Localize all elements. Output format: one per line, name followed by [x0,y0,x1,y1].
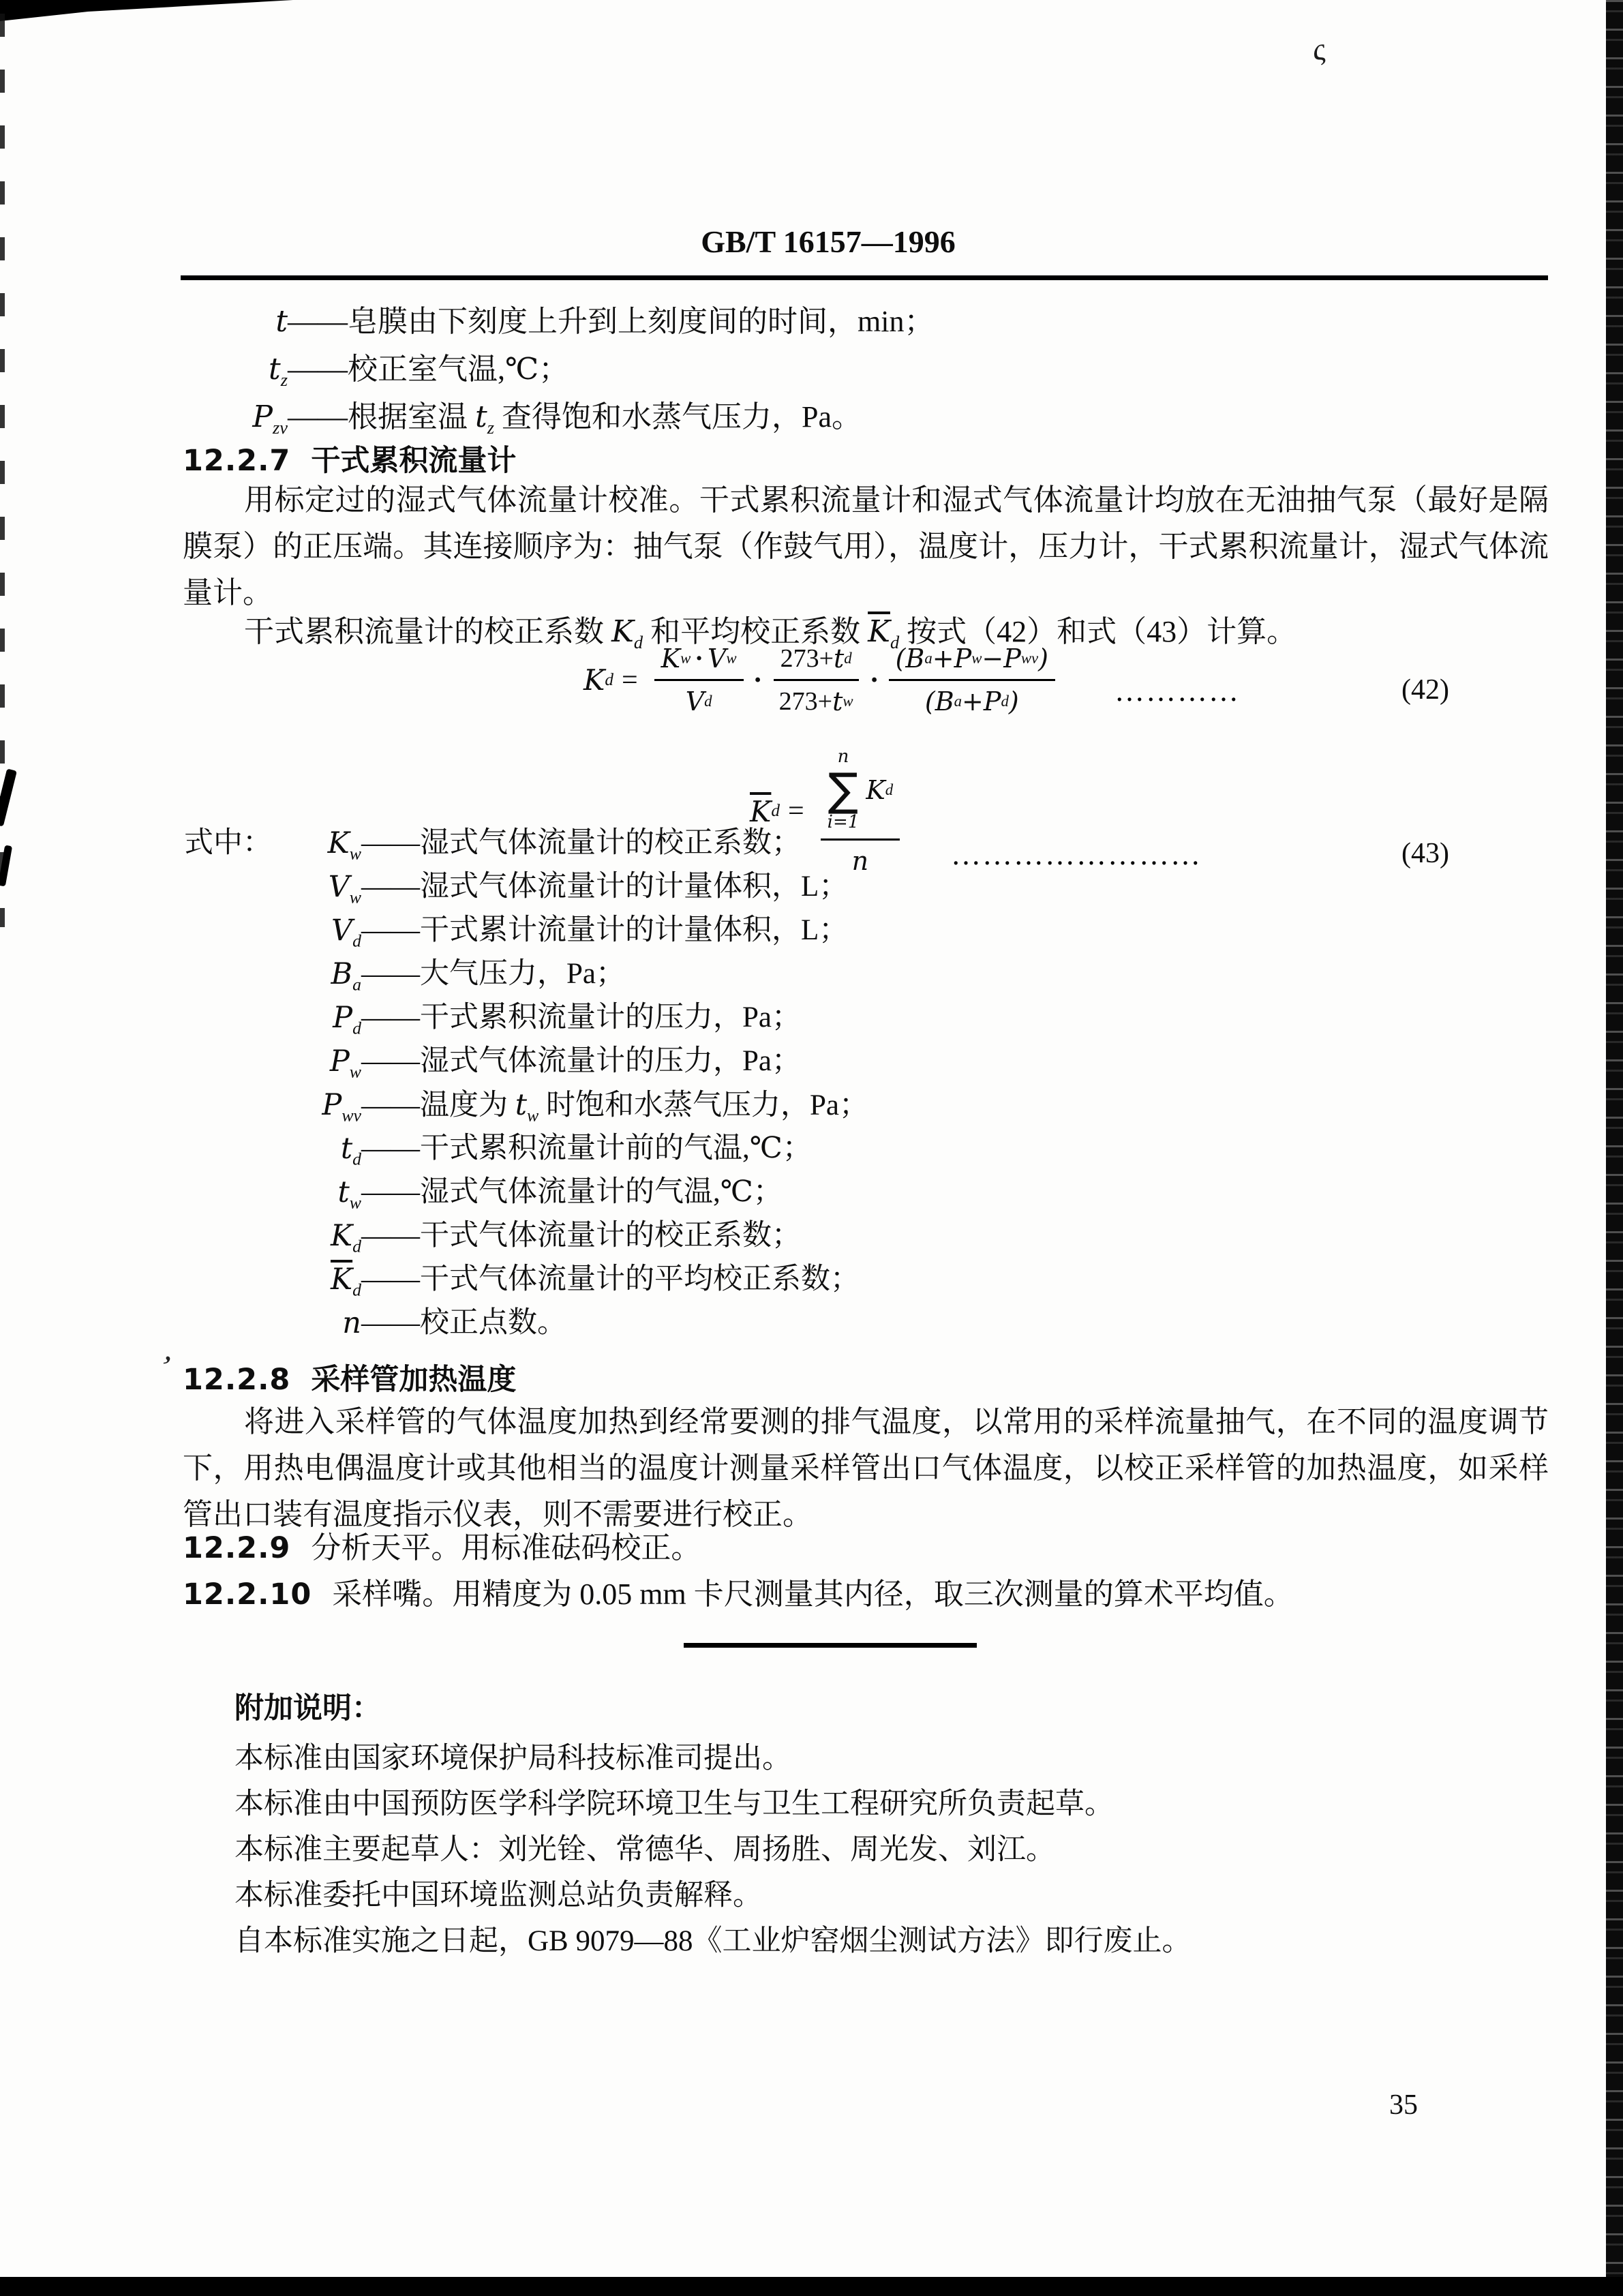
equation-42: K d = K w · V w V d · 273+ t d 273+ t w · (B a +P w −P wv ) (B a +P d ) [583,642,1063,718]
scan-artifact-right-strip [1606,0,1623,2296]
definition-text: ——根据室温 $t_z$ 查得饱和水蒸气压力，Pa。 [288,399,862,438]
section-heading-12-2-7 [183,438,516,479]
variable-symbol: $t_z$ [269,352,288,390]
fraction: 273+ t d 273+ t w [772,642,860,718]
variable-symbol: $P_{wv}$ [322,1088,361,1126]
section-number: 12.2.10 [183,1577,312,1612]
variable-symbol: $P_w$ [329,1044,361,1082]
note-line: 本标准由国家环境保护局科技标准司提出。 [234,1742,791,1774]
scan-artifact-curl: ς [1308,31,1329,68]
standard-code-header: GB/T 16157—1996 [701,224,956,259]
definition-text: ——湿式气体流量计的校正系数； [361,827,801,859]
fraction: (B a +P w −P wv ) (B a +P d ) [889,642,1055,718]
equation-number-42: (42) [1401,674,1449,706]
section-text: 分析天平。用标准砝码校正。 [311,1531,701,1565]
definition-item [184,1263,868,1300]
definition-item [184,913,868,951]
scan-artifact-top-wedge [0,0,293,21]
additional-notes [234,1685,1191,1970]
definition-item [184,1306,868,1341]
section-heading-12-2-8 [183,1357,516,1398]
variable-symbol: $P_d$ [333,1001,361,1038]
definition-item [184,1219,868,1254]
summation-symbol: n ∑ i=1 [827,746,860,832]
definition-text: ——校正室气温,℃； [288,352,569,386]
paragraph-12-2-8: 将进入采样管的气体温度加热到经常要测的排气温度，以常用的采样流量抽气，在不同的温度调节下，用热电偶温度计或其他相当的温度计测量采样管出口气体温度，以校正采样管的加热温度，如采样管出口装有温度指示仪表，则不需要进行校正。 [183,1405,1549,1531]
variable-symbol: $t_d$ [340,1132,361,1169]
variable-definitions-top [184,304,934,447]
section-line-12-2-9 [183,1523,701,1567]
definition-item [184,1044,868,1082]
definition-text: ——湿式气体流量计的计量体积，L； [361,871,849,903]
equation-number-43: (43) [1401,838,1449,869]
variable-symbol: $V_w$ [328,870,361,907]
note-line: 自本标准实施之日起，GB 9079—88《工业炉窑烟尘测试方法》即行废止。 [234,1925,1192,1957]
definition-text: ——温度为 $t_w$ 时饱和水蒸气压力，Pa； [361,1088,868,1126]
definition-item [184,1088,868,1126]
paragraph-12-2-7: 用标定过的湿式气体流量计校准。干式累积流量计和湿式气体流量计均放在无油抽气泵（最好是隔膜泵）的正压端。其连接顺序为：抽气泵（作鼓气用），温度计，压力计，干式累积流量计，湿式气体流量计。 [183,483,1549,609]
header-rule [181,275,1548,280]
definition-item [184,304,934,339]
definition-item [184,1001,868,1036]
equation-dots: ………… [1114,674,1240,708]
definition-text: ——干式气体流量计的校正系数； [361,1220,801,1252]
definition-text: ——干式气体流量计的平均校正系数； [361,1263,860,1295]
definition-text: ——干式累积流量计前的气温,℃； [361,1132,812,1164]
page-number: 35 [1389,2089,1418,2121]
definition-text: ——湿式气体流量计的气温,℃； [361,1176,783,1208]
section-number: 12.2.9 [183,1531,291,1565]
scan-artifact-stray-mark: ’ [154,1348,176,1387]
fraction: K w · V w V d [654,642,744,718]
definition-text: ——干式累积流量计的压力，Pa； [361,1001,801,1033]
where-label: 式中： [184,827,272,859]
definition-item [184,1175,868,1213]
section-line-12-2-10 [183,1569,1294,1613]
definition-text: ——大气压力，Pa； [361,958,625,990]
section-text: 采样嘴。用精度为 0.05 mm 卡尺测量其内径，取三次测量的算术平均值。 [332,1577,1294,1611]
definition-text: ——湿式气体流量计的压力，Pa； [361,1045,801,1077]
definition-item [184,826,868,864]
variable-symbol: $\overline{K}_d$ [330,1263,361,1300]
note-line: 本标准委托中国环境监测总站负责解释。 [234,1879,762,1912]
variable-symbol: $P_{zv}$ [252,399,288,438]
section-title: 干式累积流量计 [311,444,517,478]
variable-symbol: $K_d$ [330,1219,361,1256]
equation-dots: …………………… [951,838,1202,871]
variable-symbol: n [342,1306,361,1340]
definition-item [184,1132,868,1169]
variable-symbol: t [275,304,288,339]
definition-item [184,957,868,995]
section-number: 12.2.8 [183,1363,291,1397]
definition-text: ——干式累计流量计的计量体积，L； [361,914,849,946]
scan-artifact-bottom-bar [0,2277,1623,2296]
equation-43: $\overline{K}$ d = n ∑ i=1 K d n [750,746,908,877]
note-line: 本标准由中国预防医学科学院环境卫生与卫生工程研究所负责起草。 [234,1788,1114,1820]
variable-symbol: $B_a$ [331,957,361,995]
definition-item [184,352,934,390]
section-number: 12.2.7 [183,444,291,478]
notes-divider-rule [684,1643,977,1648]
fraction: n ∑ i=1 K d n [821,746,900,877]
variable-symbol: $K_w$ [327,826,361,864]
variable-symbol: $t_w$ [337,1175,361,1213]
definition-text: ——皂膜由下刻度上升到上刻度间的时间，min； [288,305,935,338]
definition-item [184,870,868,905]
variable-definitions-main [184,826,868,1350]
definition-text: ——校正点数。 [361,1307,566,1339]
note-line: 本标准主要起草人：刘光铨、常德华、周扬胜、周光发、刘江。 [234,1834,1055,1866]
section-title: 采样管加热温度 [311,1363,517,1397]
notes-title: 附加说明： [234,1691,381,1725]
formula-intro-line: 干式累积流量计的校正系数 $K_d$ 和平均校正系数 $\overline{K}_d$ 按式（42）和式（43）计算。 [244,614,1297,652]
definition-item [184,399,934,438]
variable-symbol: $V_d$ [331,913,361,951]
